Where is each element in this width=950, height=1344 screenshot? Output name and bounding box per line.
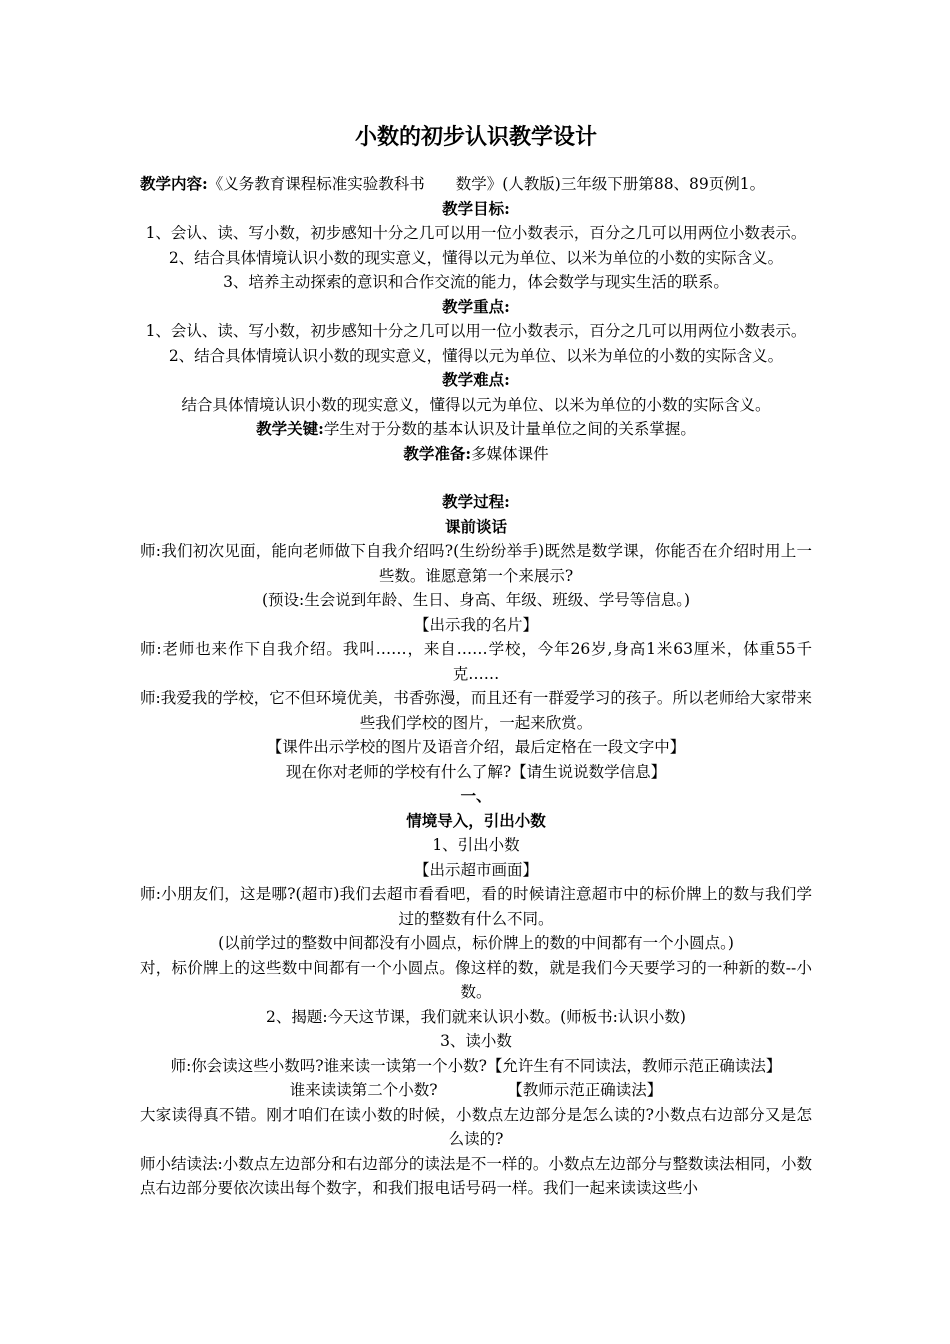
teaching-crux-text: 学生对于分数的基本认识及计量单位之间的关系掌握。 [323,420,696,438]
section-1-paragraph: 【出示超市画面】 [413,860,538,879]
teaching-content-text: 《义务教育课程标准实验教科书 数学》(人教版)三年级下册第88、89页例1。 [207,175,766,193]
section-1-paragraph: 师小结读法:小数点左边部分和右边部分的读法是不一样的。小数点左边部分与整数读法相同，小数点右边部分要依次读出每个数字，和我们报电话号码一样。我们一起来读读这些小 [140,1154,812,1197]
goal-item: 1、会认、读、写小数，初步感知十分之几可以用一位小数表示，百分之几可以用两位小数表示。 [145,224,807,242]
section-1-title: 情境导入，引出小数 [406,810,546,830]
teaching-prep [140,442,812,467]
section-1-number: 一、 [460,786,492,805]
teaching-content-label: 教学内容: [140,174,208,193]
difficulty-text: 结合具体情境认识小数的现实意义，懂得以元为单位、以米为单位的小数的实际含义。 [181,395,771,414]
key-points-heading: 教学重点: [442,296,510,316]
goal-item: 2、结合具体情境认识小数的现实意义，懂得以元为单位、以米为单位的小数的实际含义。 [168,248,784,267]
document-body [140,122,812,1201]
teaching-content [140,172,812,197]
pre-talk-paragraph: 师:我爱我的学校，它不但环境优美，书香弥漫，而且还有一群爱学习的孩子。所以老师给大家带来些我们学校的图片，一起来欣赏。 [140,689,812,732]
pre-talk-paragraph: 【出示我的名片】 [413,615,538,634]
pre-talk-heading: 课前谈话 [444,516,507,536]
pre-talk-paragraph: 师:我们初次见面，能向老师做下自我介绍吗?(生纷纷举手)既然是数学课，你能否在介绍时用上一些数。谁愿意第一个来展示? [140,542,812,585]
page-title: 小数的初步认识教学设计 [354,124,597,150]
difficulty-heading: 教学难点: [442,370,510,389]
key-point-item: 1、会认、读、写小数，初步感知十分之几可以用一位小数表示，百分之几可以用两位小数表示。 [145,322,807,340]
section-1-paragraph: 大家读得真不错。刚才咱们在读小数的时候，小数点左边部分是怎么读的?小数点右边部分又是怎么读的? [140,1105,812,1148]
teaching-prep-text: 多媒体课件 [471,444,549,463]
teaching-prep-label: 教学准备: [403,443,472,463]
teaching-crux-label: 教学关键: [256,419,324,438]
blank-line [140,466,812,490]
pre-talk-paragraph: 师:老师也来作下自我介绍。我叫……，来自……学校，今年26岁,身高1米63厘米，体重55千克…… [140,640,812,683]
section-1-paragraph: 师:小朋友们，这是哪?(超市)我们去超市看看吧，看的时候请注意超市中的标价牌上的数与我们学过的整数有什么不同。 [140,885,812,928]
pre-talk-paragraph: (预设:生会说到年龄、生日、身高、年级、班级、学号等信息。) [261,591,691,609]
process-heading: 教学过程: [442,492,510,511]
section-1-paragraph: 2、揭题:今天这节课，我们就来认识小数。(师板书:认识小数) [266,1007,686,1026]
section-1-paragraph: 师:你会读这些小数吗?谁来读一读第一个小数?【允许生有不同读法，教师示范正确读法】 [170,1056,782,1075]
pre-talk-paragraph: 【课件出示学校的图片及语音介绍，最后定格在一段文字中】 [266,738,686,756]
teaching-crux [140,417,812,442]
key-point-item: 2、结合具体情境认识小数的现实意义，懂得以元为单位、以米为单位的小数的实际含义。 [168,346,784,365]
goals-heading: 教学目标: [442,198,510,218]
section-1-paragraph: 3、读小数 [440,1032,512,1050]
section-1-paragraph: (以前学过的整数中间都没有小圆点，标价牌上的数的中间都有一个小圆点。) [218,934,734,952]
goal-item: 3、培养主动探索的意识和合作交流的能力，体会数学与现实生活的联系。 [223,273,729,291]
section-1-paragraph: 1、引出小数 [432,836,520,854]
section-1-paragraph: 谁来读读第二个小数? 【教师示范正确读法】 [289,1081,663,1099]
pre-talk-paragraph: 现在你对老师的学校有什么了解?【请生说说数学信息】 [285,762,667,781]
section-1-paragraph: 对，标价牌上的这些数中间都有一个小圆点。像这样的数，就是我们今天要学习的一种新的数--小数。 [140,958,812,1001]
